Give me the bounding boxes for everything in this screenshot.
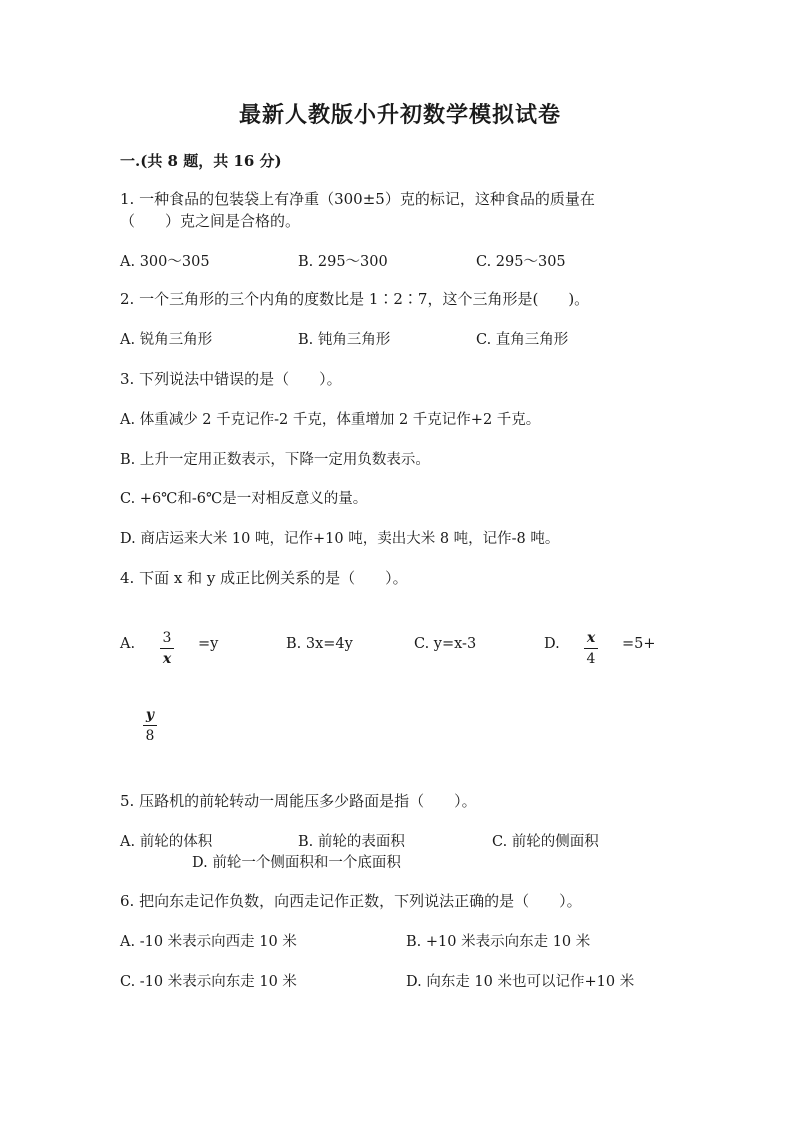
section-heading: 一.(共 8 题，共 16 分) [120,152,282,170]
fraction-numerator: x [586,630,596,646]
question-1-text: 1. 一种食品的包装袋上有净重（300±5）克的标记，这种食品的质量在 [120,190,595,208]
fraction-numerator: y [145,707,155,723]
page-title: 最新人教版小升初数学模拟试卷 [238,102,561,128]
question-2-option-c: C. 直角三角形 [476,332,569,348]
question-5-option-a: A. 前轮的体积 [120,834,213,850]
question-4-option-a-fraction [160,630,174,667]
question-4-option-d-fraction-2 [143,707,157,744]
fraction-bar [143,725,157,726]
fraction-numerator: 3 [162,630,172,646]
question-4-option-d-label: D. [544,636,560,652]
question-6-option-b: B. +10 米表示向东走 10 米 [406,934,591,950]
question-2-option-a: A. 锐角三角形 [120,332,213,348]
question-4-option-a-tail: =y [198,636,219,652]
question-3-option-d: D. 商店运来大米 10 吨，记作+10 吨，卖出大米 8 吨，记作-8 吨。 [120,531,560,547]
question-1-option-a: A. 300～305 [120,254,210,270]
question-5-option-d: D. 前轮一个侧面积和一个底面积 [192,855,401,871]
question-5-option-c: C. 前轮的侧面积 [492,834,599,850]
question-4-option-c: C. y=x-3 [414,636,477,652]
question-2-option-b: B. 钝角三角形 [298,332,391,348]
question-4-option-d-fraction [584,630,598,667]
question-4-option-d-tail: =5+ [622,636,656,652]
question-4-text: 4. 下面 x 和 y 成正比例关系的是（ ）。 [120,569,408,587]
question-3-option-a: A. 体重减少 2 千克记作-2 千克，体重增加 2 千克记作+2 千克。 [120,412,541,428]
question-6-option-d: D. 向东走 10 米也可以记作+10 米 [406,974,635,990]
question-2-text: 2. 一个三角形的三个内角的度数比是 1∶2∶7，这个三角形是( )。 [120,290,590,308]
question-5-option-b: B. 前轮的表面积 [298,834,405,850]
question-6-text: 6. 把向东走记作负数，向西走记作正数，下列说法正确的是（ ）。 [120,892,582,910]
question-4-option-a-label: A. [120,636,136,652]
question-6-option-a: A. -10 米表示向西走 10 米 [120,934,297,950]
fraction-denominator: x [162,651,172,667]
question-6-option-c: C. -10 米表示向东走 10 米 [120,974,297,990]
fraction-denominator: 8 [145,728,155,744]
question-5-text: 5. 压路机的前轮转动一周能压多少路面是指（ ）。 [120,792,477,810]
question-3-text: 3. 下列说法中错误的是（ ）。 [120,370,342,388]
fraction-bar [584,648,598,649]
fraction-denominator: 4 [586,651,596,667]
question-1-text-continued: （ ）克之间是合格的。 [120,212,301,230]
question-1-option-b: B. 295～300 [298,254,388,270]
question-3-option-b: B. 上升一定用正数表示，下降一定用负数表示。 [120,452,430,468]
question-3-option-c: C. +6℃和-6℃是一对相反意义的量。 [120,491,368,507]
question-4-option-b: B. 3x=4y [286,636,353,652]
question-1-option-c: C. 295～305 [476,254,566,270]
fraction-bar [160,648,174,649]
